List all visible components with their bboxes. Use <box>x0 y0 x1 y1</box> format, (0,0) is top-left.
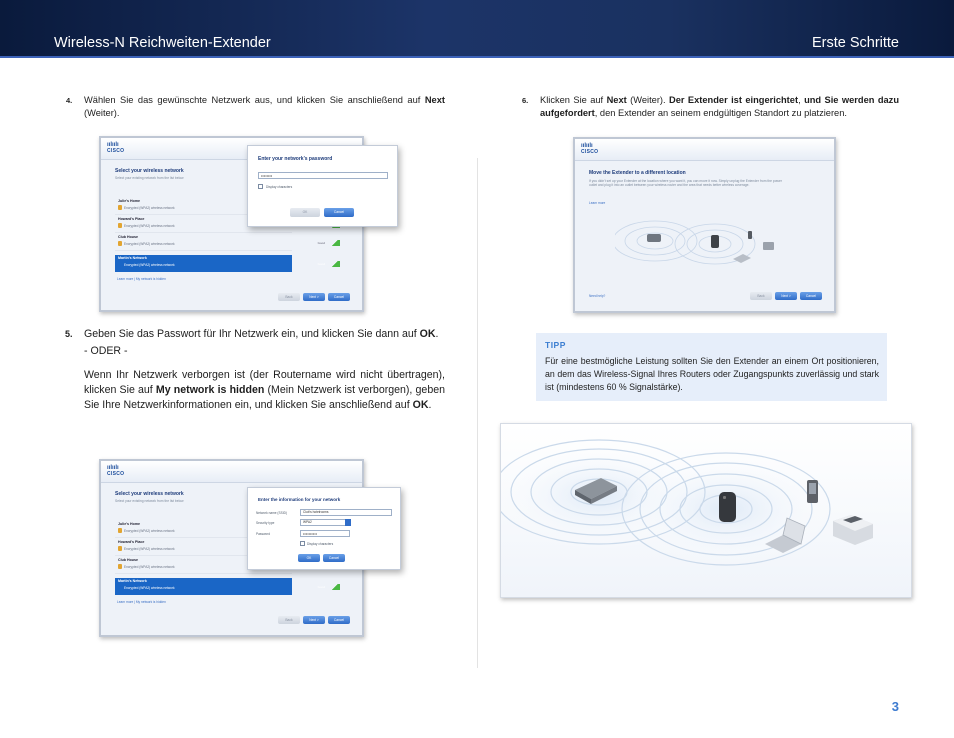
step-text: (Mein Netzwerk ist verborgen), geben Sie Ihre Netzwerkinformationen ein, und klicken Sie anschließend auf <box>84 384 446 411</box>
step-text: Wenn Ihr Netzwerk verborgen ist (der Routername wird nicht übertragen), klicken Sie auf <box>84 369 445 396</box>
screenshot-move-extender <box>573 137 836 313</box>
step-bold: My network is hidden <box>155 384 265 396</box>
lock-icon <box>118 546 122 551</box>
signal-label: Good <box>317 241 325 245</box>
back-button[interactable]: Back <box>278 616 300 624</box>
network-name: Club House <box>118 558 138 562</box>
screen-buttons <box>750 292 822 300</box>
document-title: Wireless-N Reichweiten-Extender <box>54 35 271 51</box>
step-bold: und Sie werden dazu aufgefordert <box>540 95 899 118</box>
ssid-field[interactable]: Club's hotelrooms <box>300 509 392 516</box>
network-security: Encrypted (WPA2) wireless network <box>124 206 175 210</box>
extender-icon <box>711 235 719 248</box>
step-bold: Next <box>606 95 627 105</box>
learn-more-link[interactable]: Learn more <box>589 201 606 205</box>
step-text: Wählen Sie das gewünschte Netzwerk aus, und klicken Sie anschließend auf <box>84 95 425 105</box>
phone-icon <box>807 480 818 503</box>
placement-illustration-large <box>500 423 912 598</box>
section-title: Erste Schritte <box>811 35 899 51</box>
extender-icon <box>719 492 736 522</box>
step-text: Geben Sie das Passwort für Ihr Netzwerk ein, und klicken Sie dann auf <box>84 328 420 340</box>
back-button[interactable]: Back <box>278 293 300 301</box>
or-separator: - ODER - <box>84 345 128 357</box>
step-bold: Next <box>424 95 445 105</box>
chevron-down-icon[interactable] <box>345 519 351 526</box>
signal-icon <box>330 240 340 246</box>
network-security: Encrypted (WPA2) wireless network <box>124 586 175 590</box>
column-divider <box>477 158 478 668</box>
network-security: Encrypted (WPA2) wireless network <box>124 263 175 267</box>
display-characters-label: Display characters <box>307 542 334 546</box>
page-number: 3 <box>891 699 899 714</box>
ssid-label: Network name (SSID) <box>256 511 287 515</box>
placement-illustration <box>615 209 805 289</box>
network-security: Encrypted (WPA2) wireless network <box>124 529 175 533</box>
need-help-link[interactable]: Need help? <box>589 294 606 298</box>
cancel-button[interactable]: Cancel <box>328 616 350 624</box>
password-field[interactable]: •••••••• <box>258 172 388 179</box>
network-security: Encrypted (WPA2) wireless network <box>124 547 175 551</box>
signal-coverage-image <box>501 424 912 598</box>
security-type-label: Security type <box>256 521 275 525</box>
screen-title: Select your wireless network <box>115 491 184 497</box>
screen-buttons <box>278 293 350 301</box>
step-text: , den Extender an seinem endgültigen Standort zu platzieren. <box>594 108 847 118</box>
page-header <box>0 0 954 58</box>
tip-heading: TIPP <box>545 340 566 350</box>
network-name: Club House <box>118 235 138 239</box>
next-button[interactable]: Next > <box>775 292 797 300</box>
step-bold: Der Extender ist eingerichtet <box>669 95 799 105</box>
signal-icon <box>330 261 340 267</box>
cisco-logo: ıılıılı CISCO <box>107 465 125 477</box>
network-item-selected[interactable] <box>115 255 325 272</box>
network-name: Howard's Place <box>118 540 145 544</box>
lock-icon <box>118 564 122 569</box>
cisco-logo: ıılıılı CISCO <box>581 143 599 155</box>
step-text: , <box>798 95 805 105</box>
router-icon <box>647 234 661 242</box>
cisco-logo: ıılıılı CISCO <box>107 142 125 154</box>
next-button[interactable]: Next > <box>303 616 325 624</box>
network-name: Howard's Place <box>118 217 145 221</box>
ok-button[interactable]: OK <box>290 208 320 217</box>
cancel-button[interactable]: Cancel <box>328 293 350 301</box>
security-type-select[interactable]: WPA2 <box>300 519 350 526</box>
network-item-selected[interactable] <box>115 578 325 595</box>
step-4 <box>66 94 445 120</box>
dialog-title: Enter the information for your network <box>258 497 341 502</box>
network-security: Encrypted (WPA2) wireless network <box>124 565 175 569</box>
network-item[interactable] <box>115 234 325 251</box>
lock-icon <box>118 528 122 533</box>
hidden-network-dialog <box>247 487 401 570</box>
ok-button[interactable]: OK <box>298 554 320 562</box>
cancel-button[interactable]: Cancel <box>800 292 822 300</box>
cancel-button[interactable]: Cancel <box>323 554 345 562</box>
screen-subtitle: Select your existing network from the list below <box>115 176 184 180</box>
step-number: 6. <box>522 96 529 105</box>
password-label: Password <box>256 532 270 536</box>
display-characters-checkbox[interactable] <box>300 541 305 546</box>
step-5 <box>65 327 446 413</box>
screen-description: If you didn't set up your Extender at the location where you want it, you can move it now. Simply unplug the Extender from the power outlet and plug it into an outlet between your wireless router and the area that needs better wireless coverage. <box>589 179 782 188</box>
printer-icon <box>763 242 774 250</box>
step-text: Klicken Sie auf <box>540 95 607 105</box>
screen-links[interactable]: Learn more | My network is hidden <box>117 600 166 604</box>
step-number: 5. <box>65 329 73 339</box>
step-bold: OK <box>419 328 436 340</box>
display-characters-checkbox[interactable] <box>258 184 263 189</box>
password-field[interactable]: •••••••••• <box>300 530 350 537</box>
tip-box <box>536 333 887 401</box>
step-text: . <box>435 328 439 340</box>
tip-body: Für eine bestmögliche Leistung sollten Sie den Extender an einem Ort positionieren, an dem das Wireless-Signal Ihres Routers oder Zugangspunkts zuverlässig und stark ist (mindestens 60 % Signalstärke). <box>545 356 879 393</box>
step-text: . <box>428 399 432 411</box>
signal-icon <box>330 584 340 590</box>
screen-title: Select your wireless network <box>115 168 184 174</box>
step-text: (Weiter). <box>84 108 120 118</box>
network-name: Julie's Home <box>118 199 141 203</box>
network-name: Martin's Network <box>118 256 147 260</box>
step-number: 4. <box>66 96 73 105</box>
signal-label: Good <box>317 262 325 266</box>
lock-icon <box>118 241 122 246</box>
dialog-title: Enter your network's password <box>258 156 333 162</box>
step-bold: OK <box>412 399 429 411</box>
step-6 <box>522 94 899 120</box>
printer-icon <box>833 515 873 545</box>
screen-buttons <box>278 616 350 624</box>
network-security: Encrypted (WPA2) wireless network <box>124 224 175 228</box>
screen-links[interactable]: Learn more | My network is hidden <box>117 277 166 281</box>
network-name: Martin's Network <box>118 579 147 583</box>
lock-icon <box>118 205 122 210</box>
display-characters-label: Display characters <box>266 185 293 189</box>
screenshot-topbar <box>101 461 362 483</box>
screenshot-topbar <box>575 139 834 161</box>
password-dialog <box>247 145 398 227</box>
back-button[interactable]: Back <box>750 292 772 300</box>
step-text: (Weiter). <box>626 95 669 105</box>
lock-icon <box>118 223 122 228</box>
signal-label: Good <box>317 585 325 589</box>
phone-icon <box>748 231 752 239</box>
screen-subtitle: Select your existing network from the list below <box>115 499 184 503</box>
network-security: Encrypted (WPA2) wireless network <box>124 242 175 246</box>
next-button[interactable]: Next > <box>303 293 325 301</box>
screen-title: Move the Extender to a different location <box>589 170 686 176</box>
cancel-button[interactable]: Cancel <box>324 208 354 217</box>
network-name: Julie's Home <box>118 522 141 526</box>
